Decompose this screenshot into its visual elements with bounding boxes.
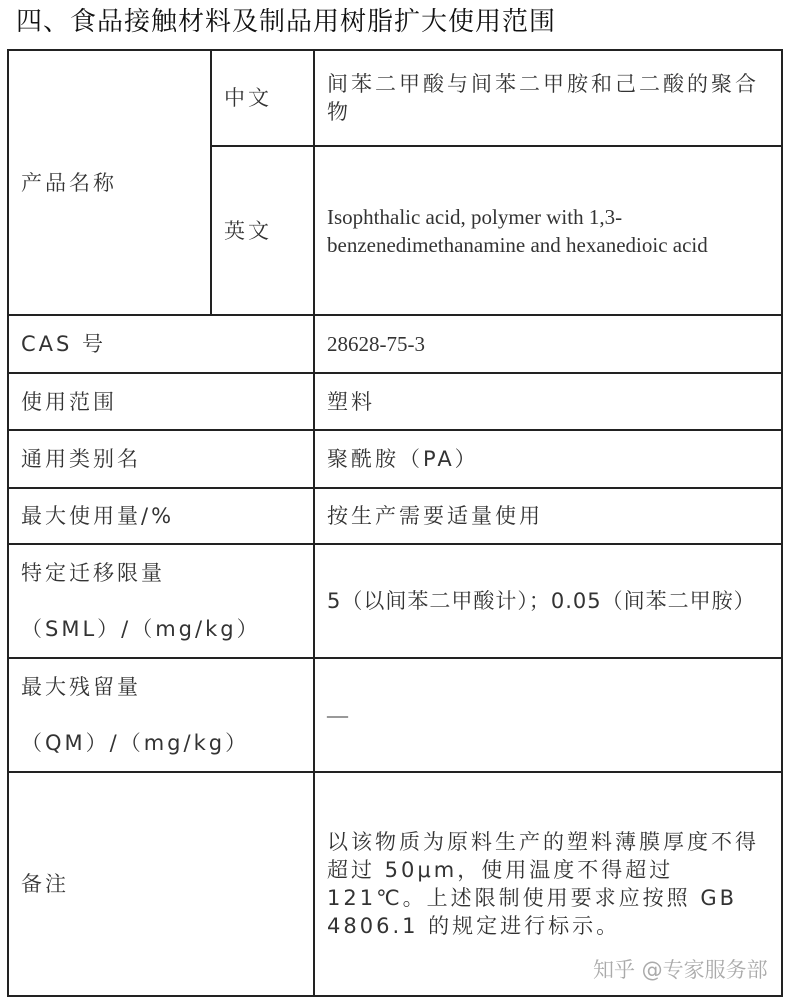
chinese-name-value: 间苯二甲酸与间苯二甲胺和己二酸的聚合物 [314,50,782,146]
max-usage-label: 最大使用量/% [8,488,314,544]
max-usage-value: 按生产需要适量使用 [314,488,782,544]
table-row-cas [8,315,782,373]
category-value: 聚酰胺（PA） [314,430,782,488]
table-row-category [8,430,782,488]
sml-label-line1: 特定迁移限量 [21,561,165,585]
remarks-label: 备注 [8,772,314,996]
cas-label: CAS 号 [8,315,314,373]
table-row-max-usage [8,488,782,544]
scope-value: 塑料 [314,373,782,430]
qm-value: — [314,658,782,772]
qm-label-line2: （QM）/（mg/kg） [21,731,250,755]
chinese-label: 中文 [211,50,314,146]
english-label: 英文 [211,146,314,315]
table-row-scope [8,373,782,430]
table-row-qm [8,658,782,772]
table-row-sml [8,544,782,658]
scope-label: 使用范围 [8,373,314,430]
qm-label [8,658,314,772]
qm-label-line1: 最大残留量 [21,675,141,699]
sml-value: 5（以间苯二甲酸计）；0.05（间苯二甲胺） [314,544,782,658]
category-label: 通用类别名 [8,430,314,488]
product-name-label: 产品名称 [8,50,211,315]
section-title: 四、食品接触材料及制品用树脂扩大使用范围 [16,7,557,37]
watermark: 知乎 @专家服务部 [593,958,768,982]
cas-value: 28628-75-3 [314,315,782,373]
table-row-name-cn [8,50,782,146]
substance-table [7,49,783,997]
sml-label-line2: （SML）/（mg/kg） [21,617,261,641]
remarks-value: 以该物质为原料生产的塑料薄膜厚度不得超过 50μm，使用温度不得超过 121℃。上述限制使用要求应按照 GB 4806.1 的规定进行标示。 [314,772,782,996]
english-name-value: Isophthalic acid, polymer with 1,3-benzenedimethanamine and hexanedioic acid [314,146,782,315]
sml-label [8,544,314,658]
